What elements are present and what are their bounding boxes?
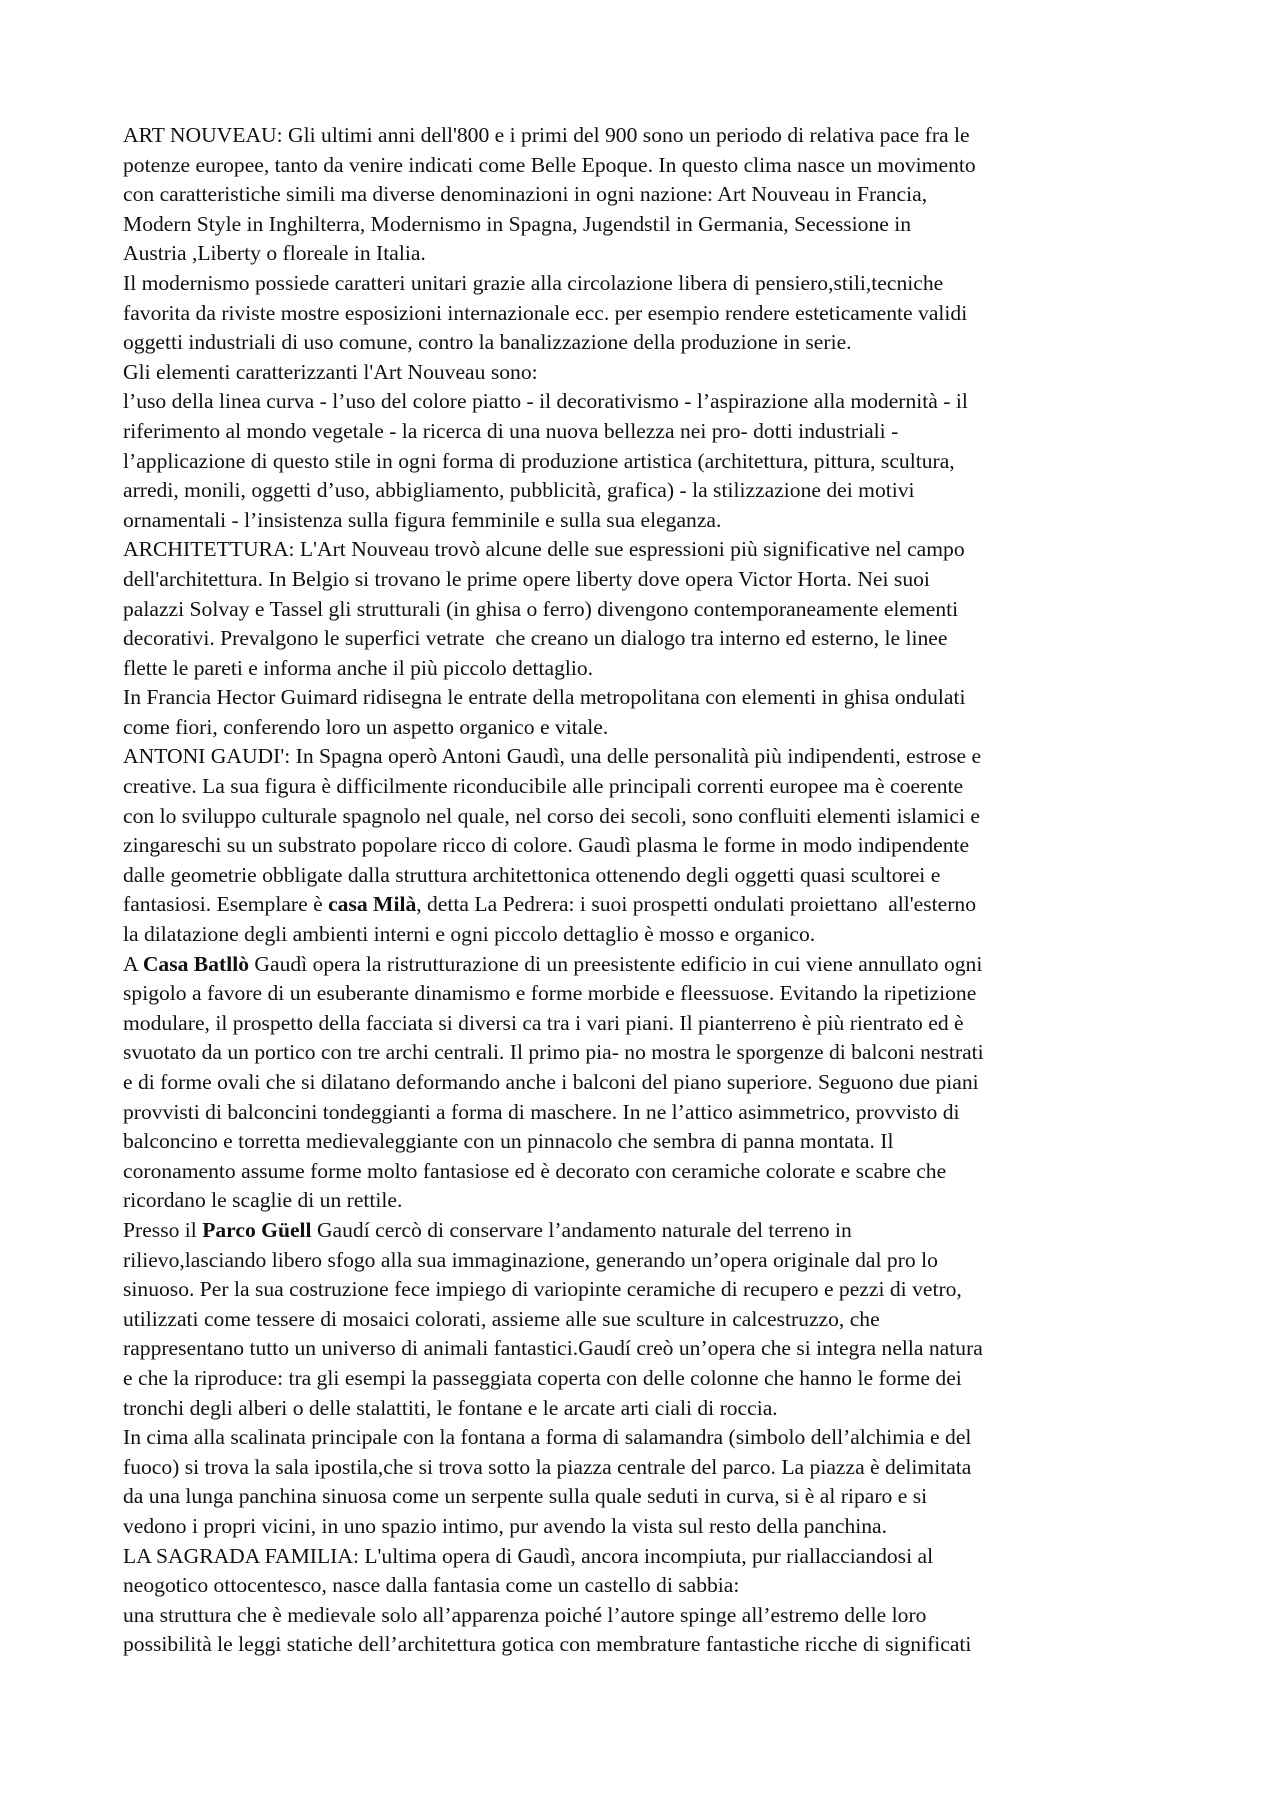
- text-line: [123, 506, 1163, 536]
- text-line: [123, 654, 1163, 684]
- text-segment: rappresentano tutto un universo di animali fantastici.Gaudí creò un’opera che si integra nella natura: [123, 1336, 983, 1361]
- text-segment: fantasiosi. Esemplare è: [123, 892, 329, 917]
- text-line: [123, 1601, 1163, 1631]
- text-segment: ARCHITETTURA: L'Art Nouveau trovò alcune delle sue espressioni più significative nel campo: [123, 537, 965, 562]
- text-segment: e che la riproduce: tra gli esempi la passeggiata coperta con delle colonne che hanno le forme dei: [123, 1365, 962, 1390]
- text-segment: Modern Style in Inghilterra, Modernismo in Spagna, Jugendstil in Germania, Secessione in: [123, 211, 912, 236]
- text-segment: fuoco) si trova la sala ipostila,che si trova sotto la piazza centrale del parco. La piazza è delimitata: [123, 1454, 972, 1479]
- text-line: [123, 417, 1163, 447]
- text-line: [123, 1453, 1163, 1483]
- text-segment: potenze europee, tanto da venire indicati come Belle Epoque. In questo clima nasce un movimento: [123, 152, 976, 177]
- text-line: [123, 1630, 1163, 1660]
- text-segment: Presso il: [123, 1217, 203, 1242]
- text-line: [123, 979, 1163, 1009]
- text-line: [123, 595, 1163, 625]
- text-segment: In cima alla scalinata principale con la fontana a forma di salamandra (simbolo dell’alchimia e del: [123, 1425, 972, 1450]
- text-line: [123, 447, 1163, 477]
- bold-text: casa Milà: [328, 892, 417, 917]
- text-line: [123, 890, 1163, 920]
- text-segment: decorativi. Prevalgono le superfici vetrate che creano un dialogo tra interno ed esterno, le linee: [123, 626, 948, 651]
- text-segment: modulare, il prospetto della facciata si diversi ca tra i vari piani. Il pianterreno è più rientrato ed è: [123, 1010, 964, 1035]
- text-segment: flette le pareti e informa anche il più piccolo dettaglio.: [123, 655, 594, 680]
- text-line: [123, 328, 1163, 358]
- text-segment: ART NOUVEAU: Gli ultimi anni dell'800 e i primi del 900 sono un periodo di relativa pace fra le: [123, 123, 970, 147]
- text-line: [123, 239, 1163, 269]
- document-body: [123, 121, 1163, 1660]
- text-line: [123, 1216, 1163, 1246]
- text-line: [123, 742, 1163, 772]
- text-segment: da una lunga panchina sinuosa come un serpente sulla quale seduti in curva, si è al riparo e si: [123, 1484, 928, 1509]
- text-segment: utilizzati come tessere di mosaici colorati, assieme alle sue sculture in calcestruzzo, che: [123, 1306, 880, 1331]
- text-segment: oggetti industriali di uso comune, contro la banalizzazione della produzione in serie.: [123, 330, 852, 355]
- text-segment: balconcino e torretta medievaleggiante con un pinnacolo che sembra di panna montata. Il: [123, 1129, 894, 1154]
- text-segment: coronamento assume forme molto fantasiose ed è decorato con ceramiche colorate e scabre che: [123, 1158, 947, 1183]
- text-segment: ricordano le scaglie di un rettile.: [123, 1188, 403, 1213]
- text-segment: con caratteristiche simili ma diverse denominazioni in ogni nazione: Art Nouveau in Francia,: [123, 182, 928, 207]
- text-segment: riferimento al mondo vegetale - la ricerca di una nuova bellezza nei pro- dotti industriali -: [123, 418, 899, 443]
- text-segment: ANTONI GAUDI': In Spagna operò Antoni Gaudì, una delle personalità più indipendenti, estrose e: [123, 744, 982, 769]
- text-segment: tronchi degli alberi o delle stalattiti, le fontane e le arcate arti ciali di roccia.: [123, 1395, 778, 1420]
- text-line: [123, 1068, 1163, 1098]
- text-segment: vedono i propri vicini, in uno spazio intimo, pur avendo la vista sul resto della panchina.: [123, 1513, 888, 1538]
- text-line: [123, 299, 1163, 329]
- text-line: [123, 358, 1163, 388]
- text-line: [123, 1246, 1163, 1276]
- text-segment: svuotato da un portico con tre archi centrali. Il primo pia- no mostra le sporgenze di balconi nestrati: [123, 1040, 984, 1065]
- text-line: [123, 565, 1163, 595]
- text-segment: provvisti di balconcini tondeggianti a forma di maschere. In ne l’attico asimmetrico, provvisto di: [123, 1099, 960, 1124]
- text-segment: , detta La Pedrera: i suoi prospetti ondulati proiettano all'esterno: [416, 892, 977, 917]
- text-segment: come fiori, conferendo loro un aspetto organico e vitale.: [123, 714, 609, 739]
- text-line: [123, 1512, 1163, 1542]
- text-segment: neogotico ottocentesco, nasce dalla fantasia come un castello di sabbia:: [123, 1573, 740, 1598]
- text-line: [123, 1038, 1163, 1068]
- text-segment: dalle geometrie obbligate dalla struttura architettonica ottenendo degli oggetti quasi scultorei e: [123, 862, 941, 887]
- text-segment: palazzi Solvay e Tassel gli strutturali (in ghisa o ferro) divengono contemporaneamente elementi: [123, 596, 959, 621]
- text-line: [123, 1098, 1163, 1128]
- text-segment: dell'architettura. In Belgio si trovano le prime opere liberty dove opera Victor Horta. Nei suoi: [123, 566, 930, 591]
- text-line: [123, 1423, 1163, 1453]
- text-line: [123, 683, 1163, 713]
- text-line: [123, 1186, 1163, 1216]
- text-segment: Gaudì opera la ristrutturazione di un preesistente edificio in cui viene annullato ogni: [249, 951, 983, 976]
- bold-text: Casa Batllò: [142, 951, 249, 976]
- text-segment: Gaudí cercò di conservare l’andamento naturale del terreno in: [311, 1217, 852, 1242]
- text-line: [123, 1157, 1163, 1187]
- text-line: [123, 1127, 1163, 1157]
- text-line: [123, 713, 1163, 743]
- text-segment: rilievo,lasciando libero sfogo alla sua immaginazione, generando un’opera originale dal pro lo: [123, 1247, 938, 1272]
- text-segment: possibilità le leggi statiche dell’architettura gotica con membrature fantastiche ricche di significati: [123, 1632, 972, 1657]
- text-line: [123, 920, 1163, 950]
- text-line: [123, 121, 1163, 151]
- text-line: [123, 180, 1163, 210]
- text-line: [123, 950, 1163, 980]
- text-line: [123, 1364, 1163, 1394]
- text-line: [123, 861, 1163, 891]
- text-line: [123, 1009, 1163, 1039]
- text-segment: l’uso della linea curva - l’uso del colore piatto - il decorativismo - l’aspirazione alla modernità - il: [123, 389, 968, 414]
- bold-text: Parco Güell: [202, 1217, 312, 1242]
- text-line: [123, 1542, 1163, 1572]
- text-segment: zingareschi su un substrato popolare ricco di colore. Gaudì plasma le forme in modo indipendente: [123, 833, 970, 858]
- text-segment: LA SAGRADA FAMILIA: L'ultima opera di Gaudì, ancora incompiuta, pur riallacciandosi al: [123, 1543, 934, 1568]
- text-line: [123, 476, 1163, 506]
- text-segment: Gli elementi caratterizzanti l'Art Nouveau sono:: [123, 359, 538, 384]
- text-line: [123, 151, 1163, 181]
- text-segment: creative. La sua figura è difficilmente riconducibile alle principali correnti europee ma è coerente: [123, 774, 964, 799]
- text-line: [123, 1571, 1163, 1601]
- text-segment: l’applicazione di questo stile in ogni forma di produzione artistica (architettura, pittura, scultura,: [123, 448, 955, 473]
- text-segment: Austria ,Liberty o floreale in Italia.: [123, 241, 426, 266]
- text-line: [123, 269, 1163, 299]
- text-line: [123, 210, 1163, 240]
- text-segment: In Francia Hector Guimard ridisegna le entrate della metropolitana con elementi in ghisa ondulati: [123, 685, 966, 710]
- text-segment: spigolo a favore di un esuberante dinamismo e forme morbide e fleessuose. Evitando la ripetizione: [123, 981, 977, 1006]
- text-line: [123, 624, 1163, 654]
- text-segment: favorita da riviste mostre esposizioni internazionale ecc. per esempio rendere esteticamente validi: [123, 300, 968, 325]
- text-line: [123, 1305, 1163, 1335]
- text-segment: A: [123, 951, 143, 976]
- text-line: [123, 1394, 1163, 1424]
- text-segment: Il modernismo possiede caratteri unitari grazie alla circolazione libera di pensiero,stili,tecniche: [123, 270, 944, 295]
- text-segment: la dilatazione degli ambienti interni e ogni piccolo dettaglio è mosso e organico.: [123, 922, 816, 947]
- text-line: [123, 387, 1163, 417]
- text-line: [123, 1275, 1163, 1305]
- text-line: [123, 1334, 1163, 1364]
- text-segment: sinuoso. Per la sua costruzione fece impiego di variopinte ceramiche di recupero e pezzi di vetro,: [123, 1277, 962, 1302]
- text-line: [123, 772, 1163, 802]
- text-segment: ornamentali - l’insistenza sulla figura femminile e sulla sua eleganza.: [123, 507, 722, 532]
- text-segment: una struttura che è medievale solo all’apparenza poiché l’autore spinge all’estremo delle loro: [123, 1602, 927, 1627]
- text-segment: e di forme ovali che si dilatano deformando anche i balconi del piano superiore. Seguono due piani: [123, 1070, 979, 1094]
- text-segment: con lo sviluppo culturale spagnolo nel quale, nel corso dei secoli, sono confluiti elementi islamici e: [123, 803, 980, 828]
- text-segment: arredi, monili, oggetti d’uso, abbigliamento, pubblicità, grafica) - la stilizzazione dei motivi: [123, 478, 915, 503]
- text-line: [123, 802, 1163, 832]
- text-line: [123, 831, 1163, 861]
- text-line: [123, 1482, 1163, 1512]
- text-line: [123, 535, 1163, 565]
